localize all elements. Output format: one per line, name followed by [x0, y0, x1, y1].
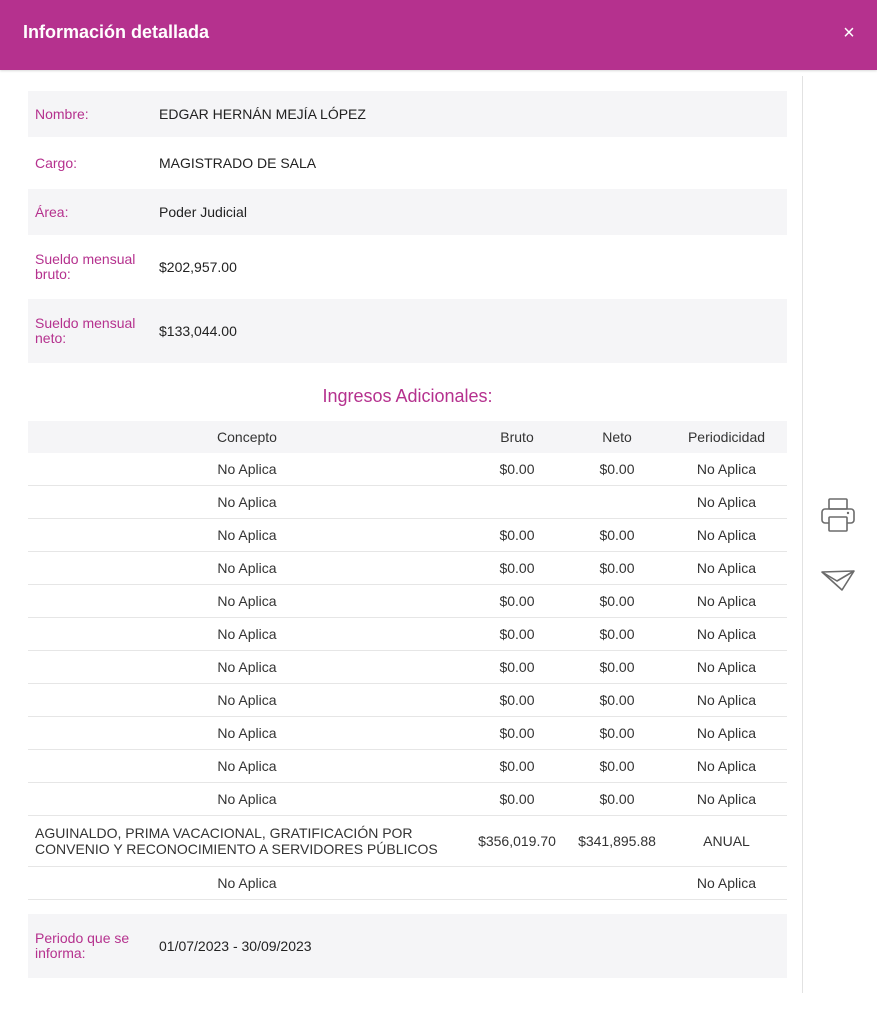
- bruto-cell: $0.00: [466, 519, 568, 552]
- col-header-periodicidad: Periodicidad: [687, 429, 766, 445]
- area-value: Poder Judicial: [159, 204, 247, 220]
- sueldo-neto-label-line1: Sueldo mensual: [35, 315, 136, 331]
- table-row: [28, 651, 787, 684]
- periodicidad-cell: No Aplica: [666, 651, 787, 684]
- concepto-cell: No Aplica: [28, 486, 466, 519]
- ingresos-title: Ingresos Adicionales:: [322, 386, 493, 406]
- table-row: [28, 519, 787, 552]
- modal-body: [28, 91, 787, 978]
- modal-header: [0, 0, 877, 70]
- neto-cell: $0.00: [568, 717, 666, 750]
- neto-cell: $0.00: [568, 651, 666, 684]
- periodicidad-cell: No Aplica: [666, 717, 787, 750]
- periodo-value: 01/07/2023 - 30/09/2023: [159, 938, 312, 954]
- periodicidad-cell: ANUAL: [666, 816, 787, 867]
- periodicidad-cell: No Aplica: [666, 684, 787, 717]
- concepto-cell: [28, 816, 466, 867]
- neto-cell: $0.00: [568, 552, 666, 585]
- paper-plane-icon: [820, 567, 856, 593]
- concepto-cell: No Aplica: [28, 453, 466, 486]
- table-row: [28, 618, 787, 651]
- table-row: [28, 585, 787, 618]
- sueldo-neto-label-line2: neto:: [35, 330, 67, 346]
- aguinaldo-concepto-line2: CONVENIO Y RECONOCIMIENTO A SERVIDORES PÚBLICOS: [35, 841, 438, 857]
- modal-title: Información detallada: [23, 22, 210, 42]
- concepto-cell: No Aplica: [28, 783, 466, 816]
- table-row: [28, 552, 787, 585]
- sueldo-neto-value: $133,044.00: [159, 323, 237, 339]
- nombre-value: EDGAR HERNÁN MEJÍA LÓPEZ: [159, 106, 366, 122]
- periodicidad-cell: No Aplica: [666, 783, 787, 816]
- bruto-cell: $0.00: [466, 552, 568, 585]
- table-row: [28, 684, 787, 717]
- periodicidad-cell: No Aplica: [666, 585, 787, 618]
- concepto-cell: No Aplica: [28, 552, 466, 585]
- table-row: [28, 750, 787, 783]
- concepto-cell: No Aplica: [28, 618, 466, 651]
- area-label: Área:: [35, 203, 69, 220]
- print-button[interactable]: [820, 497, 856, 533]
- periodicidad-cell: No Aplica: [666, 750, 787, 783]
- table-row: [28, 486, 787, 519]
- ingresos-header-row: [28, 421, 787, 453]
- sueldo-bruto-label: [28, 252, 159, 282]
- bruto-cell: [466, 867, 568, 900]
- bruto-cell: $0.00: [466, 651, 568, 684]
- neto-cell: $0.00: [568, 519, 666, 552]
- table-row-aguinaldo: [28, 816, 787, 867]
- bruto-cell: $0.00: [466, 750, 568, 783]
- cargo-value: MAGISTRADO DE SALA: [159, 155, 317, 171]
- sueldo-bruto-label-line1: Sueldo mensual: [35, 251, 136, 267]
- info-row-area: [28, 189, 787, 235]
- col-header-bruto: Bruto: [500, 429, 534, 445]
- neto-cell: $0.00: [568, 750, 666, 783]
- close-button[interactable]: ×: [843, 22, 855, 44]
- bruto-cell: $0.00: [466, 783, 568, 816]
- neto-cell: $0.00: [568, 783, 666, 816]
- bruto-cell: $356,019.70: [466, 816, 568, 867]
- info-row-sueldo-neto: [28, 299, 787, 363]
- cargo-label: Cargo:: [35, 154, 78, 171]
- bruto-cell: $0.00: [466, 618, 568, 651]
- col-header-neto: Neto: [602, 429, 632, 445]
- aguinaldo-concepto-line1: AGUINALDO, PRIMA VACACIONAL, GRATIFICACIÓN POR: [35, 825, 413, 841]
- info-row-nombre: [28, 91, 787, 137]
- concepto-cell: No Aplica: [28, 750, 466, 783]
- ingresos-table: [28, 421, 787, 900]
- concepto-cell: No Aplica: [28, 684, 466, 717]
- neto-cell: $0.00: [568, 453, 666, 486]
- concepto-cell: No Aplica: [28, 585, 466, 618]
- neto-cell: $0.00: [568, 618, 666, 651]
- table-row: [28, 783, 787, 816]
- concepto-cell: No Aplica: [28, 717, 466, 750]
- info-row-sueldo-bruto: [28, 235, 787, 299]
- concepto-cell: No Aplica: [28, 519, 466, 552]
- printer-icon: [820, 497, 856, 533]
- info-row-periodo: [28, 914, 787, 978]
- neto-cell: $0.00: [568, 585, 666, 618]
- bruto-cell: $0.00: [466, 585, 568, 618]
- bruto-cell: $0.00: [466, 684, 568, 717]
- bruto-cell: $0.00: [466, 453, 568, 486]
- neto-cell: $341,895.88: [568, 816, 666, 867]
- info-row-cargo: [28, 137, 787, 189]
- periodo-label: [28, 931, 159, 961]
- table-row: [28, 717, 787, 750]
- periodo-label-line1: Periodo que se: [35, 930, 130, 946]
- bruto-cell: $0.00: [466, 717, 568, 750]
- periodo-label-line2: informa:: [35, 945, 86, 961]
- periodicidad-cell: No Aplica: [666, 486, 787, 519]
- periodicidad-cell: No Aplica: [666, 552, 787, 585]
- table-row: [28, 867, 787, 900]
- content-divider: [802, 76, 803, 993]
- send-button[interactable]: [820, 567, 856, 593]
- periodicidad-cell: No Aplica: [666, 618, 787, 651]
- sueldo-neto-label: [28, 316, 159, 346]
- table-row: [28, 453, 787, 486]
- sueldo-bruto-label-line2: bruto:: [35, 266, 71, 282]
- neto-cell: $0.00: [568, 684, 666, 717]
- neto-cell: [568, 867, 666, 900]
- periodicidad-cell: No Aplica: [666, 867, 787, 900]
- concepto-cell: No Aplica: [28, 651, 466, 684]
- bruto-cell: [466, 486, 568, 519]
- periodicidad-cell: No Aplica: [666, 453, 787, 486]
- neto-cell: [568, 486, 666, 519]
- sueldo-bruto-value: $202,957.00: [159, 259, 237, 275]
- concepto-cell: No Aplica: [28, 867, 466, 900]
- col-header-concepto: Concepto: [217, 429, 277, 445]
- nombre-label: Nombre:: [35, 105, 89, 122]
- periodicidad-cell: No Aplica: [666, 519, 787, 552]
